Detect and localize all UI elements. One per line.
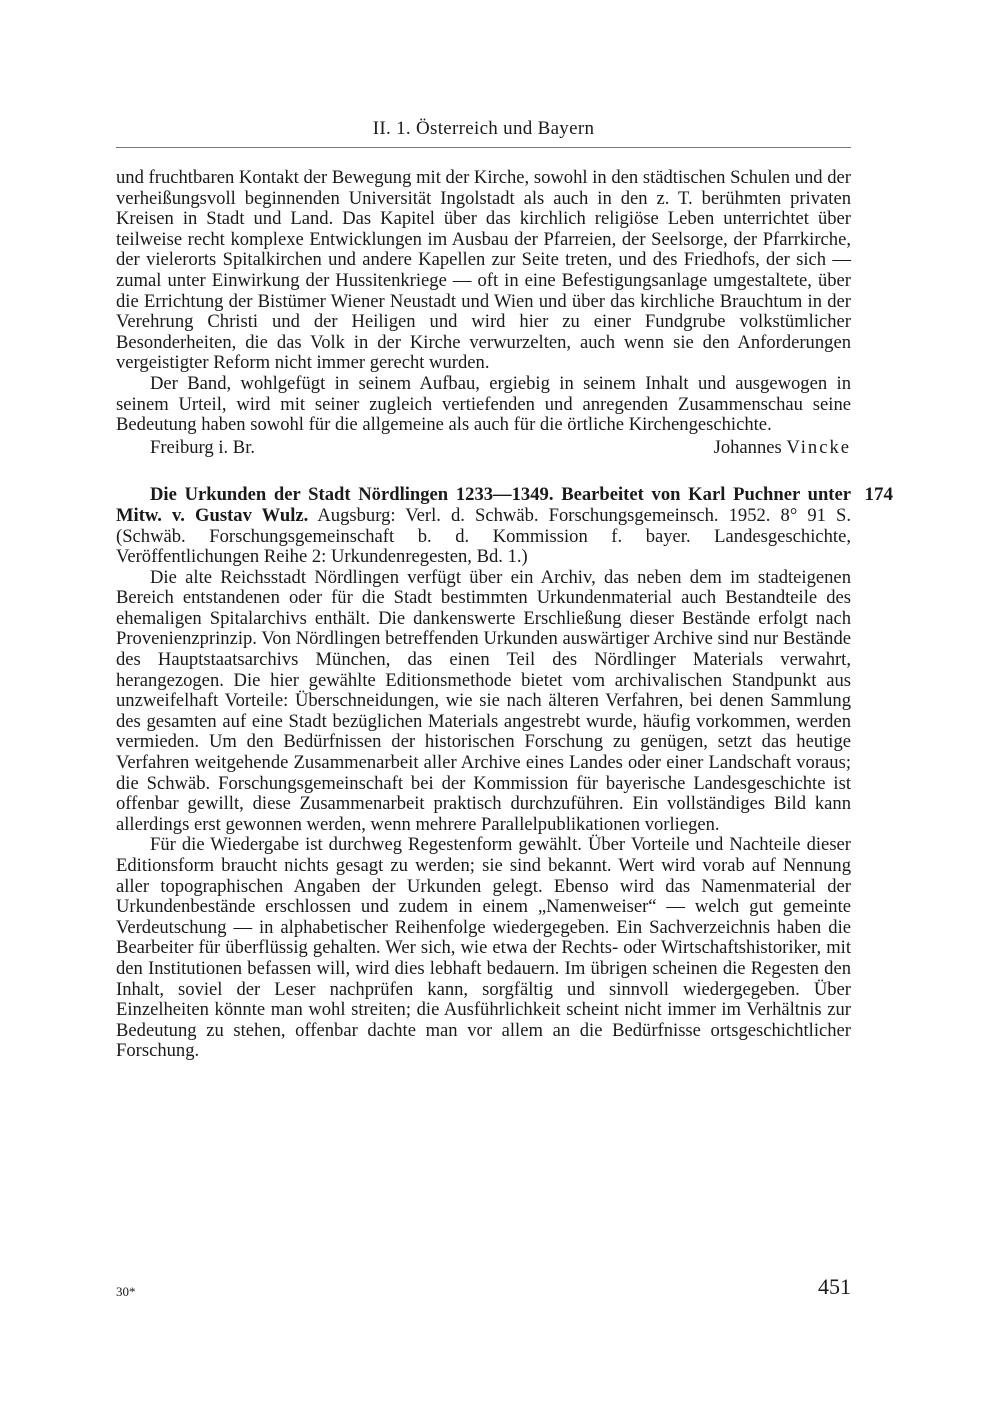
running-head: II. 1. Österreich und Bayern [372,118,595,139]
page-number: 451 [818,1274,851,1299]
review2-entry [116,484,893,1062]
review2-title: Die Urkunden der Stadt Nördlingen 1233—1349. Bearbeitet von Karl Puchner unter Mitw. v. Gustav Wulz. [116,484,851,526]
review1-paragraph-1: und fruchtbaren Kontakt der Bewegung mit der Kirche, sowohl in den städtischen Schulen und der verheißungsvoll beginnenden Universität Ingolstadt als auch in den z. T. berühmten privaten Kreisen in Stadt und Land. Das Kapitel über das kirchlich religiöse Leben unterrichtet über teilweise recht komplexe Entwicklungen im Ausbau der Pfarreien, der Seelsorge, der Pfarrkirche, der vielerorts Spitalkirchen und andere Kapellen zur Seite treten, und des Friedhofs, der sich — zumal unter Einwirkung der Hussitenkriege — oft in eine Befestigungsanlage umgestaltete, über die Errichtung der Bistümer Wiener Neustadt und Wien und über das kirchliche Brauchtum in der Verehrung Christi und der Heiligen und wird hier zu einer Fundgrube volkstümlicher Besonderheiten, die das Volk in der Kirche verwurzelten, auch wenn sie den Anforderungen vergeistigter Reform nicht immer gerecht wurden. [116,167,851,374]
review2-heading [116,485,851,567]
review1-paragraph-2: Der Band, wohlgefügt in seinem Aufbau, ergiebig in seinem Inhalt und ausgewogen in seinem Urteil, wird mit seiner zugleich vertiefenden und anregenden Zusammenschau seine Bedeutung haben sowohl für die allgemeine als auch für die örtliche Kirchengeschichte. [116,372,851,436]
text-column [116,167,893,1062]
review2-imprint: Augsburg: Verl. d. Schwäb. Forschungsgemeinsch. 1952. 8° 91 S. (Schwäb. Forschungsgemeinschaft b. d. Kommission f. bayer. Landesgeschichte, Veröffentlichungen Reihe 2: Urkundenregesten, Bd. 1.) [116,504,852,568]
header-rule [116,147,851,148]
reviewer-first-name: Johannes [713,436,782,458]
reviewer-last-name: Vincke [786,436,851,458]
review2-paragraph-2: Für die Wiedergabe ist durchweg Regestenform gewählt. Über Vorteile und Nachteile dieser Editionsform braucht nichts gesagt zu werden; sie sind bekannt. Wert wird vorab auf Nennung aller topographischen Angaben der Urkunden gelegt. Ebenso wird das Namenmaterial der Urkundenbestände erschlossen und zudem in einem „Namenweiser“ — welch gut gemeinte Verdeutschung — in alphabetischer Reihenfolge wiedergegeben. Ein Sachverzeichnis haben die Bearbeiter für überflüssig gehalten. Wer sich, wie etwa der Rechts- oder Wirtschaftshistoriker, mit den Institutionen befassen will, wird dies lebhaft bedauern. Im übrigen scheinen die Regesten den Inhalt, soviel der Leser nachprüfen kann, sorgfältig und sinnvoll wiedergegeben. Über Einzelheiten könnte man wohl streiten; die Ausführlichkeit scheint nicht immer im Verhältnis zur Bedeutung zu stehen, offenbar dachte man vor allem an die Bedürfnisse ortsgeschichtlicher Forschung. [116,834,851,1062]
review2-paragraph-1: Die alte Reichsstadt Nördlingen verfügt über ein Archiv, das neben dem im stadteigenen Bereich entstandenen oder für die Stadt bestimmten Urkundenmaterial auch Bestandteile des ehemaligen Spitalarchivs enthält. Die dankenswerte Erschließung dieser Bestände erfolgt nach Provenienzprinzip. Von Nördlingen betreffenden Urkunden auswärtiger Archive sind nur Bestände des Hauptstaatsarchivs München, das einen Teil des Nördlinger Materials verwahrt, herangezogen. Die hier gewählte Editionsmethode bietet vom archivalischen Standpunkt aus unzweifelhaft Vorteile: Überschneidungen, wie sie nach älteren Verfahren, bei denen Sammlung des gesamten auf eine Stadt bezüglichen Materials angestrebt wurde, häufig vorkommen, werden vermieden. Um den Bedürfnissen der historischen Forschung zu genügen, setzt das heutige Verfahren weitgehende Zusammenarbeit aller Archive eines Landes oder einer Landschaft voraus; die Schwäb. Forschungsgemeinschaft bei der Kommission für bayerische Landesgeschichte ist offenbar gewillt, diese Zusammenarbeit praktisch durchzuführen. Ein vollständiges Bild kann allerdings erst gewonnen werden, wenn mehrere Parallelpublikationen vorliegen. [116,566,851,835]
review1-signoff [116,438,851,459]
review1-place: Freiburg i. Br. [150,436,256,458]
review1-reviewer [714,438,851,459]
signature-mark: 30* [116,1284,136,1299]
entry-number: 174 [864,484,893,506]
